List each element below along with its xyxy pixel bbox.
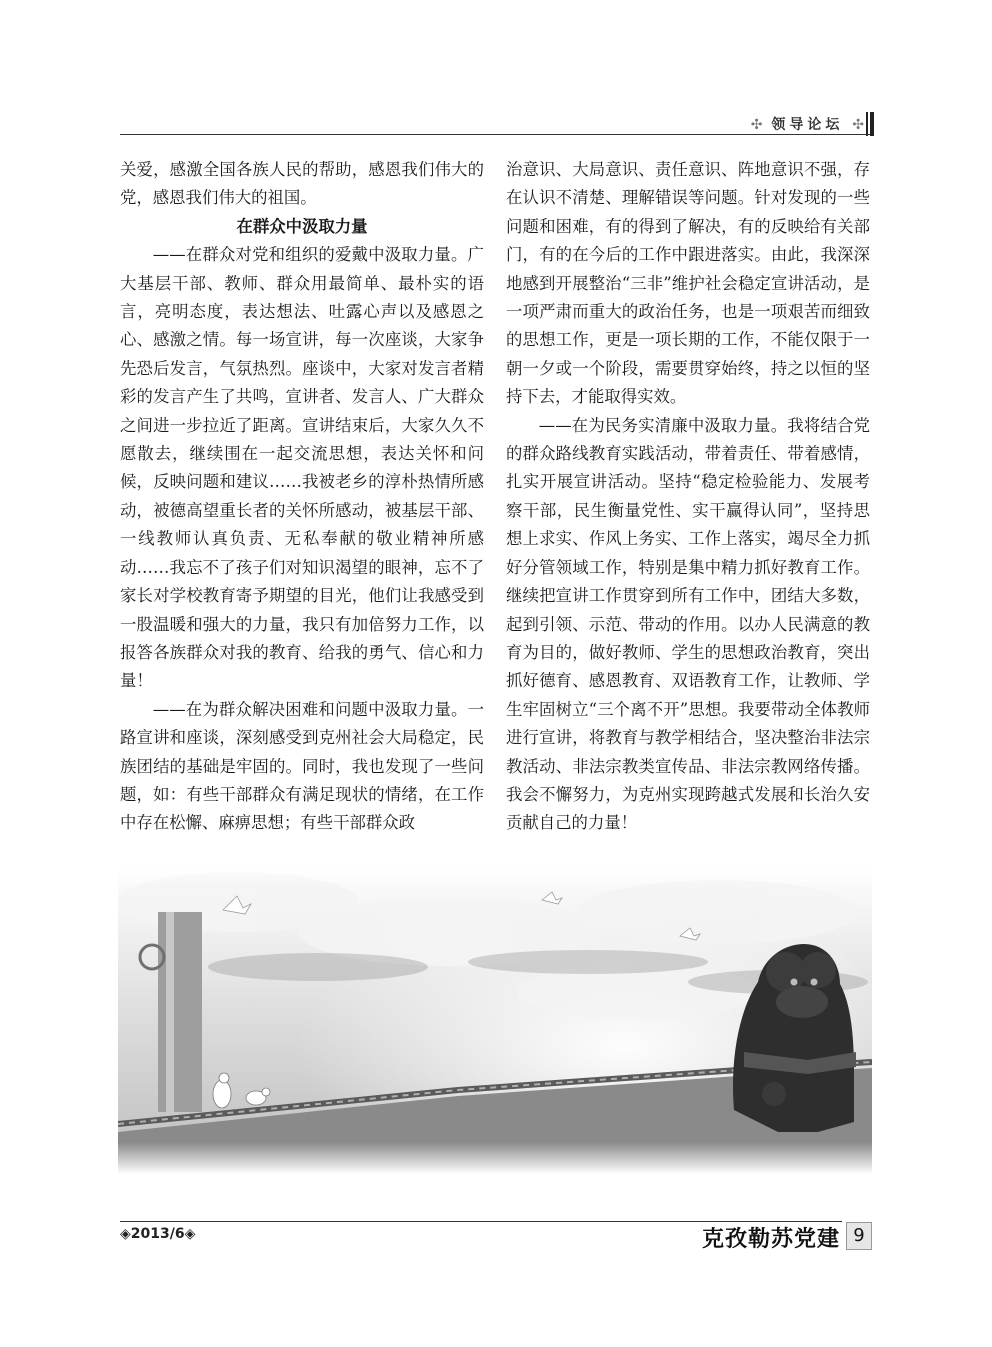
- ornament-icon: ✣: [852, 117, 864, 133]
- paragraph: ——在为群众解决困难和问题中汲取力量。一路宣讲和座谈，深刻感受到克州社会大局稳定，民族团结的基础是牢固的。同时，我也发现了一些问题，如：有些干部群众有满足现状的情绪，在工作中存在松懈、麻痹思想；有些干部群众政: [120, 699, 484, 833]
- issue-date: ◈2013/6◈: [120, 1226, 196, 1242]
- left-column: [120, 156, 484, 838]
- section-title: 领导论坛: [771, 117, 844, 133]
- section-heading: 在群众中汲取力量: [236, 216, 368, 236]
- header-bars-decoration: [866, 112, 874, 136]
- paragraph: 关爱，感激全国各族人民的帮助，感恩我们伟大的党，感恩我们伟大的祖国。: [120, 160, 484, 208]
- decorative-illustration: [118, 862, 872, 1174]
- paragraph: 治意识、大局意识、责任意识、阵地意识不强，存在认识不清楚、理解错误等问题。针对发现的一些问题和困难，有的得到了解决，有的反映给有关部门，有的在今后的工作中跟进落实。由此，我深深地感到开展整治“三非”维护社会稳定宣讲活动，是一项严肃而重大的政治任务，也是一项艰苦而细致的思想工作，更是一项长期的工作，不能仅限于一朝一夕或一个阶段，需要贯穿始终，持之以恒的坚持下去，才能取得实效。: [506, 160, 870, 407]
- paragraph: ——在为民务实清廉中汲取力量。我将结合党的群众路线教育实践活动，带着责任、带着感情，扎实开展宣讲活动。坚持“稳定检验能力、发展考察干部，民生衡量党性、实干赢得认同”，坚持思想上求实、作风上务实、工作上落实，竭尽全力抓好分管领域工作，特别是集中精力抓好教育工作。继续把宣讲工作贯穿到所有工作中，团结大多数，起到引领、示范、带动的作用。以办人民满意的教育为目的，做好教师、学生的思想政治教育，突出抓好德育、感恩教育、双语教育工作，让教师、学生牢固树立“三个离不开”思想。我要带动全体教师进行宣讲，将教育与教学相结合，坚决整治非法宗教活动、非法宗教类宣传品、非法宗教网络传播。我会不懈努力，为克州实现跨越式发展和长治久安贡献自己的力量！: [506, 415, 870, 833]
- paragraph: ——在群众对党和组织的爱戴中汲取力量。广大基层干部、教师、群众用最简单、最朴实的语言，亮明态度，表达想法、吐露心声以及感恩之心、感激之情。每一场宣讲，每一次座谈，大家争先恐后发言，气氛热烈。座谈中，大家对发言者精彩的发言产生了共鸣，宣讲者、发言人、广大群众之间进一步拉近了距离。宣讲结束后，大家久久不愿散去，继续围在一起交流思想，表达关怀和问候，反映问题和建议……我被老乡的淳朴热情所感动，被德高望重长者的关怀所感动，被基层干部、一线教师认真负责、无私奉献的敬业精神所感动……我忘不了孩子们对知识渴望的眼神，忘不了家长对学校教育寄予期望的目光，他们让我感受到一股温暖和强大的力量，我只有加倍努力工作，以报答各族群众对我的教育、给我的勇气、信心和力量！: [120, 245, 484, 691]
- right-column: [506, 156, 870, 838]
- header-rule: [120, 134, 870, 135]
- magazine-name: 克孜勒苏党建: [701, 1226, 840, 1252]
- ornament-icon: ✣: [750, 117, 763, 133]
- page-number: 9: [846, 1222, 872, 1250]
- section-header: [751, 114, 864, 134]
